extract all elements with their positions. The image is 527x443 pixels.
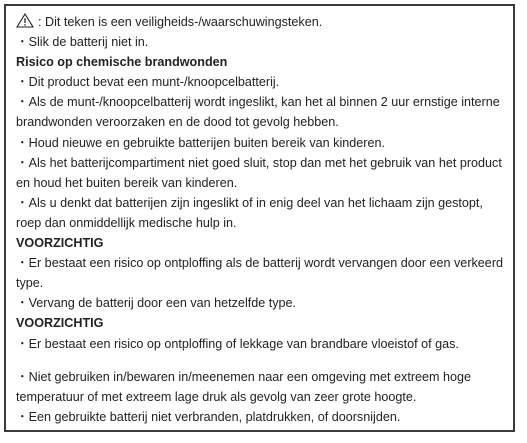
intro-line: ・Slik de batterij niet in. — [16, 35, 149, 50]
section-3-heading: VOORZICHTIG — [16, 316, 104, 331]
warning-label-box — [4, 4, 515, 432]
section-3-item: ・Er bestaat een risico op ontploffing of lekkage van brandbare vloeistof of gas. — [16, 336, 459, 351]
closing-item: ・Niet gebruiken in/bewaren in/meenemen naar een omgeving met extreem hoge temperatuur of met extreem lage druk als gevolg van zeer grote hoogte. — [16, 369, 472, 404]
section-1-item: ・Dit product bevat een munt-/knoopcelbatterij. — [16, 75, 280, 90]
warning-triangle-icon — [16, 13, 34, 28]
section-1-item: ・Houd nieuwe en gebruikte batterijen buiten bereik van kinderen. — [16, 135, 385, 150]
warning-symbol-text: : Dit teken is een veiligheids-/waarschuwingsteken. — [38, 15, 323, 29]
section-2-heading: VOORZICHTIG — [16, 236, 104, 251]
section-1-item: ・Als u denkt dat batterijen zijn ingeslikt of in enig deel van het lichaam zijn gestopt, roep dan onmiddellijk medische hulp in. — [16, 195, 483, 230]
warning-label-content — [16, 12, 505, 427]
section-2-item: ・Er bestaat een risico op ontploffing als de batterij wordt vervangen door een verkeerd type. — [16, 256, 504, 291]
spacer — [16, 354, 505, 367]
warning-symbol-line — [16, 12, 505, 32]
section-2-item: ・Vervang de batterij door een van hetzelfde type. — [16, 296, 297, 311]
section-1-item: ・Als de munt-/knoopcelbatterij wordt ingeslikt, kan het al binnen 2 uur ernstige interne brandwonden veroorzaken en de dood tot gevolg hebben. — [16, 95, 500, 130]
closing-item: ・Een gebruikte batterij niet verbranden, platdrukken, of doorsnijden. — [16, 409, 401, 424]
section-1-heading: Risico op chemische brandwonden — [16, 55, 228, 70]
section-1-item: ・Als het batterijcompartiment niet goed sluit, stop dan met het gebruik van het product en houd het buiten bereik van kinderen. — [16, 155, 502, 190]
